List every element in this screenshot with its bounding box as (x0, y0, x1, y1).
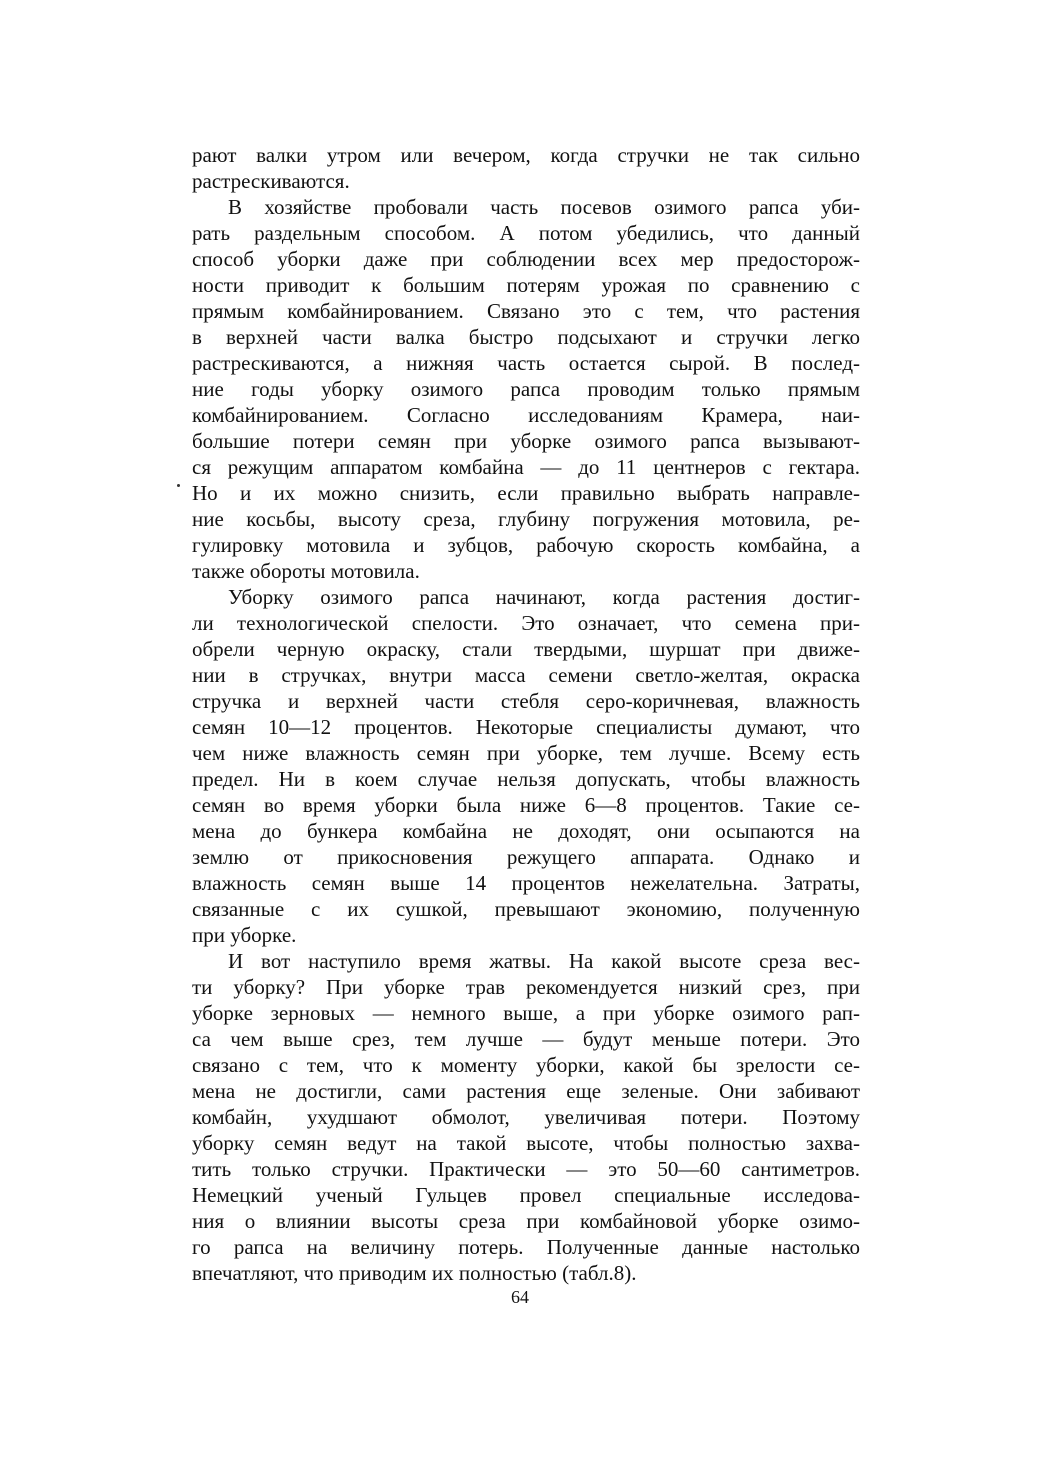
text-line: влажность семян выше 14 процентов нежелательна. Затраты, (192, 871, 860, 895)
paragraph (192, 584, 860, 948)
text-line: ся режущим аппаратом комбайна — до 11 центнеров с гектара. (192, 455, 860, 479)
text-line: ния о влиянии высоты среза при комбайновой уборке озимо- (192, 1209, 860, 1233)
paragraph (192, 142, 860, 194)
text-line: растрескиваются, а нижняя часть остается сырой. В послед- (192, 351, 860, 375)
paragraph (192, 194, 860, 584)
text-line: способ уборки даже при соблюдении всех мер предосторож- (192, 247, 860, 271)
text-line: рают валки утром или вечером, когда стручки не так сильно (192, 143, 860, 167)
text-line: ние годы уборку озимого рапса проводим только прямым (192, 377, 860, 401)
text-line: обрели черную окраску, стали твердыми, шуршат при движе- (192, 637, 860, 661)
text-line: впечатляют, что приводим их полностью (табл.8). (192, 1261, 637, 1285)
text-line: ности приводит к большим потерям урожая по сравнению с (192, 273, 860, 297)
scan-speck (177, 484, 180, 487)
text-line: гулировку мотовила и зубцов, рабочую скорость комбайна, а (192, 533, 860, 557)
text-line: уборку семян ведут на такой высоте, чтобы полностью захва- (192, 1131, 860, 1155)
text-line: комбайн, ухудшают обмолот, увеличивая потери. Поэтому (192, 1105, 860, 1129)
text-line: уборке зерновых — немного выше, а при уборке озимого рап- (192, 1001, 860, 1025)
text-line: также обороты мотовила. (192, 559, 420, 583)
text-line: мена не достигли, сами растения еще зеленые. Они забивают (192, 1079, 860, 1103)
text-line: ние косьбы, высоту среза, глубину погружения мотовила, ре- (192, 507, 860, 531)
text-line: землю от прикосновения режущего аппарата. Однако и (192, 845, 860, 869)
text-line: в верхней части валка быстро подсыхают и стручки легко (192, 325, 860, 349)
text-line: са чем выше срез, тем лучше — будут меньше потери. Это (192, 1027, 860, 1051)
text-line: мена до бункера комбайна не доходят, они осыпаются на (192, 819, 860, 843)
text-line: В хозяйстве пробовали часть посевов озимого рапса уби- (228, 195, 860, 219)
text-line: рать раздельным способом. А потом убедились, что данный (192, 221, 860, 245)
text-line: растрескиваются. (192, 169, 350, 193)
text-line: семян во время уборки была ниже 6—8 процентов. Такие се- (192, 793, 860, 817)
text-line: связанные с их сушкой, превышают экономию, полученную (192, 897, 860, 921)
page-number: 64 (511, 1287, 529, 1307)
text-line: комбайнированием. Согласно исследованиям Крамера, наи- (192, 403, 860, 427)
text-line: ти уборку? При уборке трав рекомендуется низкий срез, при (192, 975, 860, 999)
body-text (192, 142, 860, 1286)
text-line: И вот наступило время жатвы. На какой высоте среза вес- (228, 949, 860, 973)
text-line: го рапса на величину потерь. Полученные данные настолько (192, 1235, 860, 1259)
text-line: стручка и верхней части стебля серо-коричневая, влажность (192, 689, 860, 713)
text-line: тить только стручки. Практически — это 50—60 сантиметров. (192, 1157, 860, 1181)
text-line: нии в стручках, внутри масса семени светло-желтая, окраска (192, 663, 860, 687)
text-line: прямым комбайнированием. Связано это с тем, что растения (192, 299, 860, 323)
text-line: предел. Ни в коем случае нельзя допускать, чтобы влажность (192, 767, 860, 791)
text-line: чем ниже влажность семян при уборке, тем лучше. Всему есть (192, 741, 860, 765)
text-line: Но и их можно снизить, если правильно выбрать направле- (192, 481, 860, 505)
text-line: большие потери семян при уборке озимого рапса вызывают- (192, 429, 860, 453)
paragraph (192, 948, 860, 1286)
text-line: связано с тем, что к моменту уборки, какой бы зрелости се- (192, 1053, 860, 1077)
text-line: семян 10—12 процентов. Некоторые специалисты думают, что (192, 715, 860, 739)
text-line: Уборку озимого рапса начинают, когда растения достиг- (228, 585, 860, 609)
text-line: Немецкий ученый Гульцев провел специальные исследова- (192, 1183, 860, 1207)
text-line: ли технологической спелости. Это означает, что семена при- (192, 611, 860, 635)
text-line: при уборке. (192, 923, 297, 947)
